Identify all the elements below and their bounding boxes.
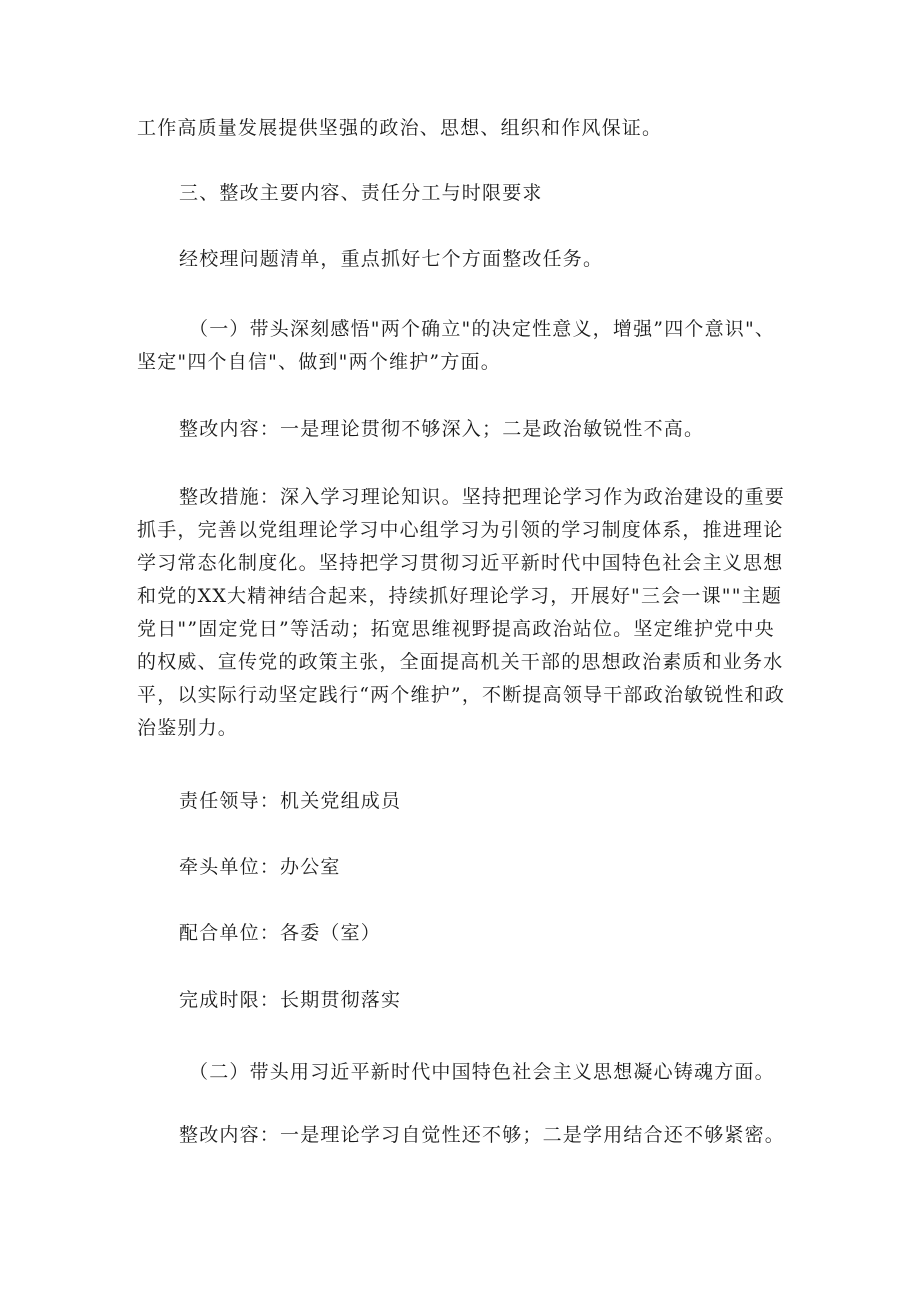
rectification-measures-1: 整改措施：深入学习理论知识。坚持把理论学习作为政治建设的重要抓手，完善以党组理论学习中心组学习为引领的学习制度体系，推进理论学习常态化制度化。坚持把学习贯彻习近平新时代中国特色社会主义思想和党的XX大精神结合起来，持续抓好理论学习，开展好"三会一课""主题党日"”固定党日”等活动；拓宽思维视野提高政治站位。坚定维护党中央的权威、宣传党的政策主张，全面提高机关干部的思想政治素质和业务水平，以实际行动坚定践行“两个维护”，不断提高领导干部政治敏锐性和政治鉴别力。 xyxy=(137,486,786,739)
section-heading: 三、整改主要内容、责任分工与时限要求 xyxy=(179,182,543,204)
completion-deadline: 完成时限：长期贯彻落实 xyxy=(179,989,402,1011)
subsection-heading-2: （二）带头用习近平新时代中国特色社会主义思想凝心铸魂方面。 xyxy=(189,1061,775,1083)
paragraph-continuation: 工作高质量发展提供坚强的政治、思想、组织和作风保证。 xyxy=(137,117,663,139)
responsible-leader: 责任领导：机关党组成员 xyxy=(179,790,402,812)
subsection-heading-1: （一）带头深刻感悟"两个确立"的决定性意义，增强”四个意识"、坚定"四个自信"、做到"两个维护”方面。 xyxy=(137,318,776,373)
paragraph-intro: 经校理问题清单，重点抓好七个方面整改任务。 xyxy=(179,248,604,270)
cooperating-unit: 配合单位：各委（室） xyxy=(179,922,382,944)
rectification-content-2: 整改内容：一是理论学习自觉性还不够；二是学用结合还不够紧密。 xyxy=(179,1124,786,1146)
lead-unit: 牵头单位：办公室 xyxy=(179,856,341,878)
rectification-content-1: 整改内容：一是理论贯彻不够深入；二是政治敏锐性不高。 xyxy=(179,418,705,440)
